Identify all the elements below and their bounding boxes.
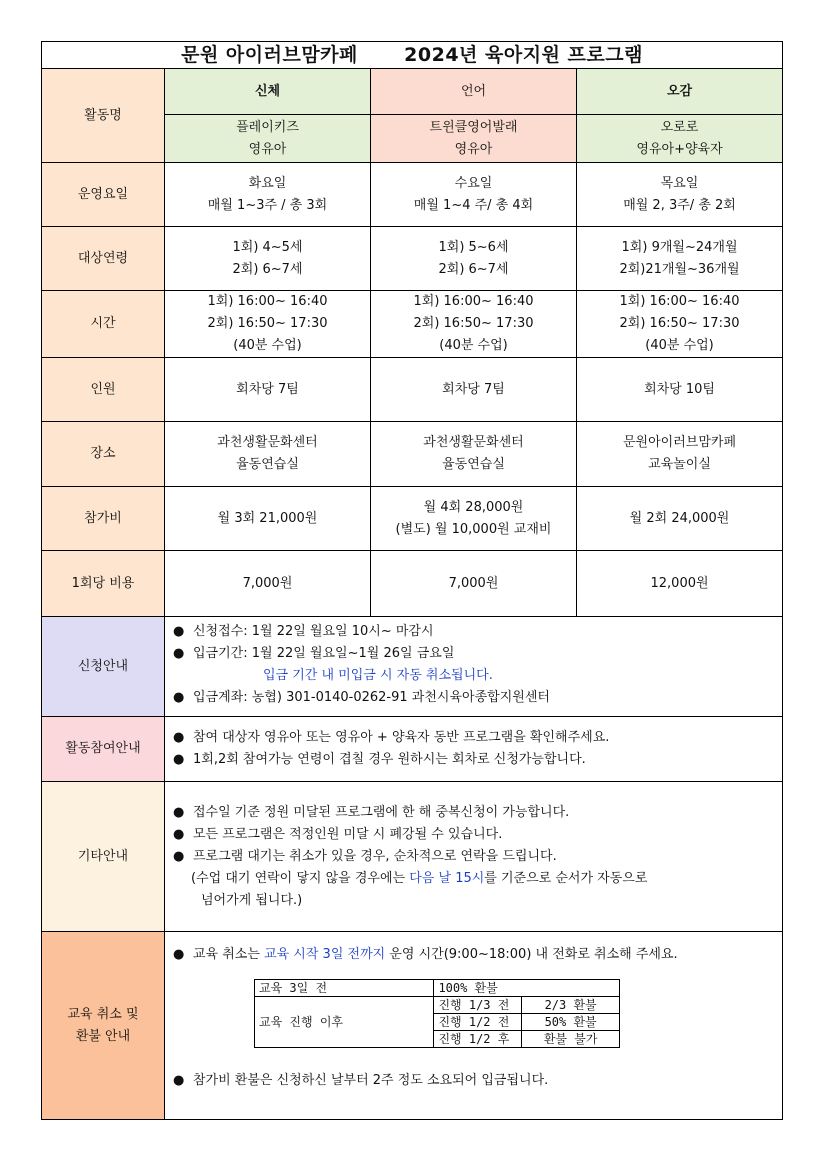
- people-cell: 회차당 7팀: [165, 358, 371, 422]
- etc-note: [165, 868, 782, 890]
- list-item: [165, 824, 782, 846]
- refund-before-value: 100% 환불: [434, 980, 620, 997]
- list-item: [165, 727, 782, 749]
- list-item: [165, 621, 782, 643]
- title-right: 2024년 육아지원 프로그램: [404, 44, 643, 66]
- row-label-participate: 활동참여안내: [42, 717, 165, 782]
- day-schedule: 매월 2, 3주/ 총 2회: [623, 197, 736, 213]
- bullet-icon: ●: [173, 690, 185, 705]
- row-label-time: 시간: [42, 291, 165, 358]
- day-name: 목요일: [660, 175, 699, 191]
- list-item: [165, 944, 782, 966]
- bullet-icon: ●: [173, 826, 185, 842]
- day-schedule: 매월 1~3주 / 총 3회: [207, 197, 328, 213]
- age-line: 1회) 5~6세: [438, 239, 509, 255]
- per-session-cell: 12,000원: [577, 551, 783, 617]
- day-name: 화요일: [248, 175, 287, 191]
- category-physical: 신체: [165, 69, 371, 115]
- per-session-cell: 7,000원: [165, 551, 371, 617]
- fee-line: 월 2회 24,000원: [629, 510, 730, 526]
- apply-text: 입금기간: 1월 22일 월요일~1월 26일 금요일: [193, 646, 455, 661]
- refund-text: 교육 취소는: [193, 947, 265, 962]
- row-label-place: 장소: [42, 422, 165, 487]
- participate-info: [165, 717, 783, 782]
- time-cell: [371, 291, 577, 358]
- program-target: 영유아: [248, 141, 287, 157]
- time-line: 2회) 16:50~ 17:30: [207, 316, 328, 331]
- refund-text: 참가비 환불은 신청하신 날부터 2주 정도 소요되어 입금됩니다.: [193, 1073, 549, 1088]
- row-label-per-session: 1회당 비용: [42, 551, 165, 617]
- etc-text: 접수일 기준 정원 미달된 프로그램에 한 해 중복신청이 가능합니다.: [193, 804, 570, 820]
- bullet-icon: ●: [173, 646, 185, 661]
- time-line: 1회) 16:00~ 16:40: [619, 294, 740, 309]
- refund-stage: 진행 1/2 전: [434, 1014, 522, 1031]
- bullet-icon: ●: [173, 1073, 185, 1088]
- time-line: (40분 수업): [439, 338, 508, 353]
- people-cell: 회차당 7팀: [371, 358, 577, 422]
- list-item: [165, 643, 782, 665]
- fee-cell: [577, 487, 783, 551]
- time-line: (40분 수업): [233, 338, 302, 353]
- refund-label-line: 환불 안내: [75, 1028, 131, 1044]
- fee-cell: [165, 487, 371, 551]
- age-cell: [371, 227, 577, 291]
- refund-before-label: 교육 3일 전: [255, 980, 434, 997]
- time-line: 1회) 16:00~ 16:40: [207, 294, 328, 309]
- bullet-icon: ●: [173, 848, 185, 864]
- place-line: 율동연습실: [236, 457, 299, 472]
- etc-note-text: (수업 대기 연락이 닿지 않을 경우에는: [191, 870, 410, 886]
- place-line: 문원아이러브맘카페: [623, 435, 737, 450]
- day-cell: [577, 163, 783, 227]
- age-line: 1회) 4~5세: [232, 239, 303, 255]
- refund-value: 50% 환불: [522, 1014, 620, 1031]
- refund-value: 2/3 환불: [522, 997, 620, 1014]
- time-line: 2회) 16:50~ 17:30: [619, 316, 740, 331]
- bullet-icon: ●: [173, 752, 185, 767]
- etc-info: [165, 782, 783, 932]
- list-item: [165, 802, 782, 824]
- etc-note-highlight: 다음 날 15시: [409, 870, 485, 886]
- row-label-refund: [42, 932, 165, 1120]
- row-label-fee: 참가비: [42, 487, 165, 551]
- place-line: 교육놀이실: [648, 457, 711, 472]
- page-title: [42, 42, 783, 69]
- place-cell: [165, 422, 371, 487]
- list-item: [165, 687, 782, 709]
- place-line: 과천생활문화센터: [217, 435, 318, 450]
- program-name-cell: [165, 115, 371, 163]
- age-cell: [577, 227, 783, 291]
- refund-after-label: 교육 진행 이후: [255, 997, 434, 1048]
- time-cell: [165, 291, 371, 358]
- refund-stage: 진행 1/3 전: [434, 997, 522, 1014]
- row-label-people: 인원: [42, 358, 165, 422]
- participate-text: 1회,2회 참여가능 연령이 겹칠 경우 원하시는 회차로 신청가능합니다.: [193, 752, 586, 767]
- program-name-cell: [371, 115, 577, 163]
- apply-info: [165, 617, 783, 717]
- place-line: 율동연습실: [442, 457, 505, 472]
- age-line: 2회)21개월~36개월: [619, 261, 740, 277]
- etc-text: 프로그램 대기는 취소가 있을 경우, 순차적으로 연락을 드립니다.: [193, 848, 557, 864]
- per-session-cell: 7,000원: [371, 551, 577, 617]
- row-label-apply: 신청안내: [42, 617, 165, 717]
- time-line: (40분 수업): [645, 338, 714, 353]
- day-schedule: 매월 1~4 주/ 총 4회: [413, 197, 534, 213]
- refund-table: [254, 979, 620, 1048]
- participate-text: 참여 대상자 영유아 또는 영유아 + 양육자 동반 프로그램을 확인해주세요.: [193, 730, 610, 745]
- bullet-icon: ●: [173, 730, 185, 745]
- etc-note-text: 를 기준으로 순서가 자동으로: [484, 870, 648, 886]
- bullet-icon: ●: [173, 804, 185, 820]
- category-senses: 오감: [577, 69, 783, 115]
- list-item: [165, 749, 782, 771]
- age-line: 1회) 9개월~24개월: [621, 239, 738, 255]
- refund-info: [165, 932, 783, 1120]
- bullet-icon: ●: [173, 947, 185, 962]
- apply-text: 신청접수: 1월 22일 월요일 10시~ 마감시: [193, 624, 434, 639]
- age-cell: [165, 227, 371, 291]
- fee-line: 월 3회 21,000원: [217, 510, 318, 526]
- time-cell: [577, 291, 783, 358]
- fee-line: (별도) 월 10,000원 교재비: [395, 521, 552, 537]
- list-item: [165, 846, 782, 868]
- program-name-cell: [577, 115, 783, 163]
- etc-text: 모든 프로그램은 적정인원 미달 시 폐강될 수 있습니다.: [193, 826, 503, 842]
- program-target: 영유아: [454, 141, 493, 157]
- fee-cell: [371, 487, 577, 551]
- age-line: 2회) 6~7세: [232, 261, 303, 277]
- fee-line: 월 4회 28,000원: [423, 499, 524, 515]
- refund-value: 환불 불가: [522, 1031, 620, 1048]
- day-name: 수요일: [454, 175, 493, 191]
- category-language: 언어: [371, 69, 577, 115]
- refund-stage: 진행 1/2 후: [434, 1031, 522, 1048]
- apply-notice: 입금 기간 내 미입금 시 자동 취소됩니다.: [263, 668, 493, 683]
- etc-note-cont: 넘어가게 됩니다.): [201, 892, 303, 908]
- time-line: 2회) 16:50~ 17:30: [413, 316, 534, 331]
- bullet-icon: ●: [173, 624, 185, 639]
- place-cell: [577, 422, 783, 487]
- title-left: 문원 아이러브맘카페: [181, 44, 358, 66]
- row-label-day: 운영요일: [42, 163, 165, 227]
- age-line: 2회) 6~7세: [438, 261, 509, 277]
- list-item: [165, 1070, 782, 1092]
- program-name: 오로로: [660, 119, 699, 135]
- program-name: 플레이키즈: [236, 119, 299, 135]
- people-cell: 회차당 10팀: [577, 358, 783, 422]
- refund-highlight: 교육 시작 3일 전까지: [264, 947, 386, 962]
- program-table: [41, 41, 783, 1120]
- refund-text: 운영 시간(9:00~18:00) 내 전화로 취소해 주세요.: [385, 947, 678, 962]
- time-line: 1회) 16:00~ 16:40: [413, 294, 534, 309]
- apply-account: 입금계좌: 농협) 301-0140-0262-91 과천시육아종합지원센터: [193, 690, 550, 705]
- day-cell: [165, 163, 371, 227]
- day-cell: [371, 163, 577, 227]
- program-target: 영유아+양육자: [636, 141, 723, 157]
- refund-label-line: 교육 취소 및: [67, 1006, 139, 1022]
- place-cell: [371, 422, 577, 487]
- program-name: 트윈클영어발래: [429, 119, 518, 135]
- row-label-activity: 활동명: [42, 69, 165, 163]
- row-label-etc: 기타안내: [42, 782, 165, 932]
- row-label-age: 대상연령: [42, 227, 165, 291]
- place-line: 과천생활문화센터: [423, 435, 524, 450]
